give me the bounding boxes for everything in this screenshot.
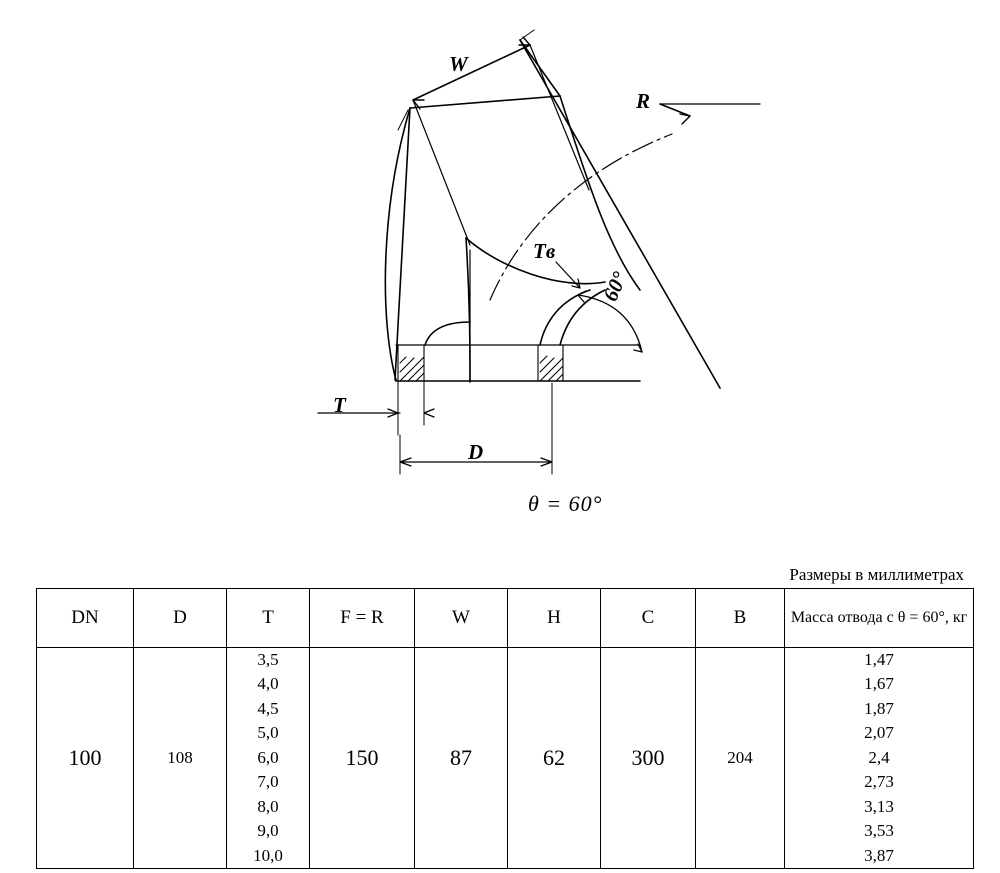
- header-mass-line2: с θ = 60°, кг: [886, 609, 968, 626]
- t-value-2: 4,5: [257, 698, 279, 718]
- mass-value-5: 2,73: [864, 772, 894, 792]
- mass-value-3: 2,07: [864, 723, 894, 743]
- mass-values-stack: [785, 648, 973, 868]
- bore-fillet-right-2: [560, 290, 605, 345]
- cell-t-list: [227, 648, 310, 869]
- header-c: C: [601, 589, 696, 648]
- header-t: T: [227, 589, 310, 648]
- header-f-r: F = R: [310, 589, 415, 648]
- dimension-label-tv: Tв: [533, 239, 556, 263]
- cell-dn: 100: [37, 648, 134, 869]
- angle-label-60: 60°: [598, 268, 632, 305]
- header-w: W: [415, 589, 508, 648]
- t-value-5: 7,0: [257, 772, 279, 792]
- mass-value-6: 3,13: [864, 796, 894, 816]
- table-header-row: [37, 589, 974, 648]
- t-value-1: 4,0: [257, 674, 279, 694]
- dimension-label-r: R: [636, 89, 651, 113]
- cell-d: 108: [134, 648, 227, 869]
- mass-value-1: 1,67: [864, 674, 894, 694]
- section-hatching-left: [398, 345, 424, 381]
- cell-mass-list: [785, 648, 974, 869]
- mass-value-8: 3,87: [864, 845, 894, 865]
- bore-fillet-left: [425, 322, 470, 345]
- w-side-left: [413, 100, 470, 245]
- header-dn: DN: [37, 589, 134, 648]
- t-arrow-inner: [424, 409, 434, 417]
- t-values-stack: [227, 648, 309, 868]
- t-value-7: 9,0: [257, 821, 279, 841]
- dimension-label-d: D: [468, 440, 484, 464]
- angle-arc-60: [578, 295, 642, 352]
- mass-value-7: 3,53: [864, 821, 894, 841]
- units-note: Размеры в миллиметрах: [789, 565, 964, 584]
- header-mass: [785, 589, 974, 648]
- dimension-label-w: W: [449, 52, 468, 76]
- cell-w: 87: [415, 648, 508, 869]
- outer-flange-top-edge: [410, 96, 560, 108]
- t-value-6: 8,0: [257, 796, 279, 816]
- section-hatching-right: [538, 345, 563, 381]
- t-value-0: 3,5: [257, 650, 279, 669]
- theta-caption: θ = 60°: [528, 491, 603, 516]
- cell-f-r: 150: [310, 648, 415, 869]
- header-d: D: [134, 589, 227, 648]
- header-mass-line1: Масса отвода: [790, 609, 883, 626]
- tv-leader: [556, 262, 580, 288]
- cell-h: 62: [508, 648, 601, 869]
- table-header: [37, 589, 974, 648]
- r-arrow-head: [680, 114, 690, 124]
- inclined-end-face-line: [520, 40, 720, 388]
- dimensions-table: [36, 588, 974, 869]
- table-row: [37, 648, 974, 869]
- w-dimension-line: [413, 45, 530, 100]
- outer-left-contour: [395, 108, 410, 380]
- header-h: H: [508, 589, 601, 648]
- mass-value-2: 1,87: [864, 698, 894, 718]
- mass-value-0: 1,47: [864, 650, 894, 669]
- cell-b: 204: [696, 648, 785, 869]
- t-value-4: 6,0: [257, 747, 279, 767]
- t-value-3: 5,0: [257, 723, 279, 743]
- outer-arc-right: [560, 96, 640, 290]
- w-side-right: [530, 45, 589, 190]
- t-value-8: 10,0: [253, 845, 283, 865]
- r-leader-line: [660, 104, 690, 116]
- mass-value-4: 2,4: [868, 747, 890, 767]
- header-b: B: [696, 589, 785, 648]
- dimension-label-t: T: [333, 393, 346, 417]
- bore-fillet-right: [540, 290, 590, 345]
- w-ext-right: [520, 30, 534, 40]
- table-body: [37, 648, 974, 869]
- cell-c: 300: [601, 648, 696, 869]
